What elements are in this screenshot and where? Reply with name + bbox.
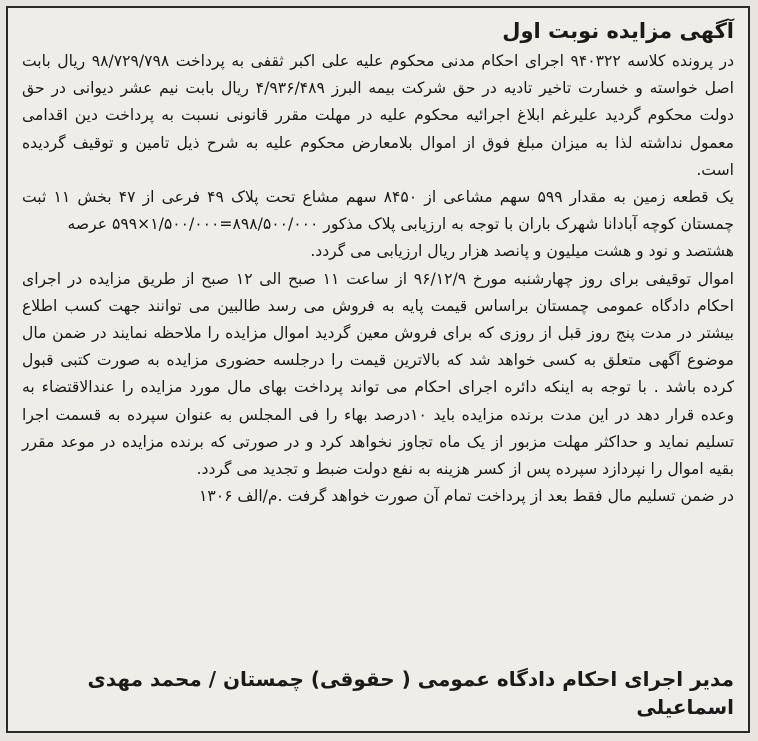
notice-title: آگهی مزایده نوبت اول xyxy=(502,19,734,43)
notice-paragraph-auction-terms: اموال توقیفی برای روز چهارشنبه مورخ ۹۶/۱۲/۹ از ساعت ۱۱ صبح الی ۱۲ صبح از طریق مزایده در اجرای احکام دادگاه عمومی چمستان براساس قیمت پایه به فروش می رسد طالبین می توانند جهت کسب اطلاع بیشتر در مدت پنج روز قبل از روزی که برای فروش معین گردید اموال مزایده را ملاحظه نمایند در ضمن مال موضوع آگهی متعلق به کسی خواهد شد که بالاترین قیمت را درجلسه حضوری مزایده به صورت کتبی قبول کرده باشد . با توجه به اینکه دائره اجرای احکام می تواند پرداخت بهای مال مورد مزایده را عندالاقتضاء به وعده قرار دهد در این مدت برنده مزایده باید ۱۰درصد بهاء را فی المجلس به عنوان سپرده به قسمت اجرا تسلیم نماید و حداکثر مهلت مزبور از یک ماه تجاوز نخواهد کرد و در صورتی که برنده مزایده در موعد مقرر بقیه اموال را نپردازد سپرده پس از کسر هزینه به نفع دولت ضبط و تجدید می گردد. xyxy=(22,269,734,479)
notice-paragraph-property: یک قطعه زمین به مقدار ۵۹۹ سهم مشاعی از ۸۴۵۰ سهم مشاع تحت پلاک ۴۹ فرعی از ۴۷ بخش ۱۱ ثبت چمستان کوچه آبادانا شهرک باران با توجه به ارزیابی پلاک مذکور ۸۹۸/۵۰۰/۰۰۰=۱/۵۰۰/۰۰۰×۵۹۹ عرصه xyxy=(22,188,734,234)
notice-paragraph-valuation: هشتصد و نود و هشت میلیون و پانصد هزار ریال ارزیابی می گردد. xyxy=(310,242,734,261)
notice-paragraph-delivery: در ضمن تسلیم مال فقط بعد از پرداخت تمام آن صورت خواهد گرفت .م/الف ۱۳۰۶ xyxy=(198,487,734,506)
notice-paragraph-case: در پرونده کلاسه ۹۴۰۳۲۲ اجرای احکام مدنی محکوم علیه علی اکبر ثقفی به پرداخت ۹۸/۷۲۹/۷۹۸ ریال بابت اصل خواسته و خسارت تاخیر تادیه در حق شرکت بیمه البرز ۴/۹۳۶/۴۸۹ ریال بابت نیم عشر دیوانی در حق دولت محکوم گردید علیرغم ابلاغ اجرائیه محکوم علیه در مهلت مقرر قانونی نسبت به پرداخت دین اقدامی معمول نداشته لذا به میزان مبلغ فوق از اموال بلامعارض محکوم علیه به شرح ذیل تامین و توقیف گردیده است. xyxy=(22,52,735,179)
auction-notice xyxy=(6,6,750,733)
notice-body xyxy=(22,48,734,510)
notice-signature: مدیر اجرای احکام دادگاه عمومی ( حقوقی) چمستان / محمد مهدی اسماعیلی xyxy=(87,667,734,719)
